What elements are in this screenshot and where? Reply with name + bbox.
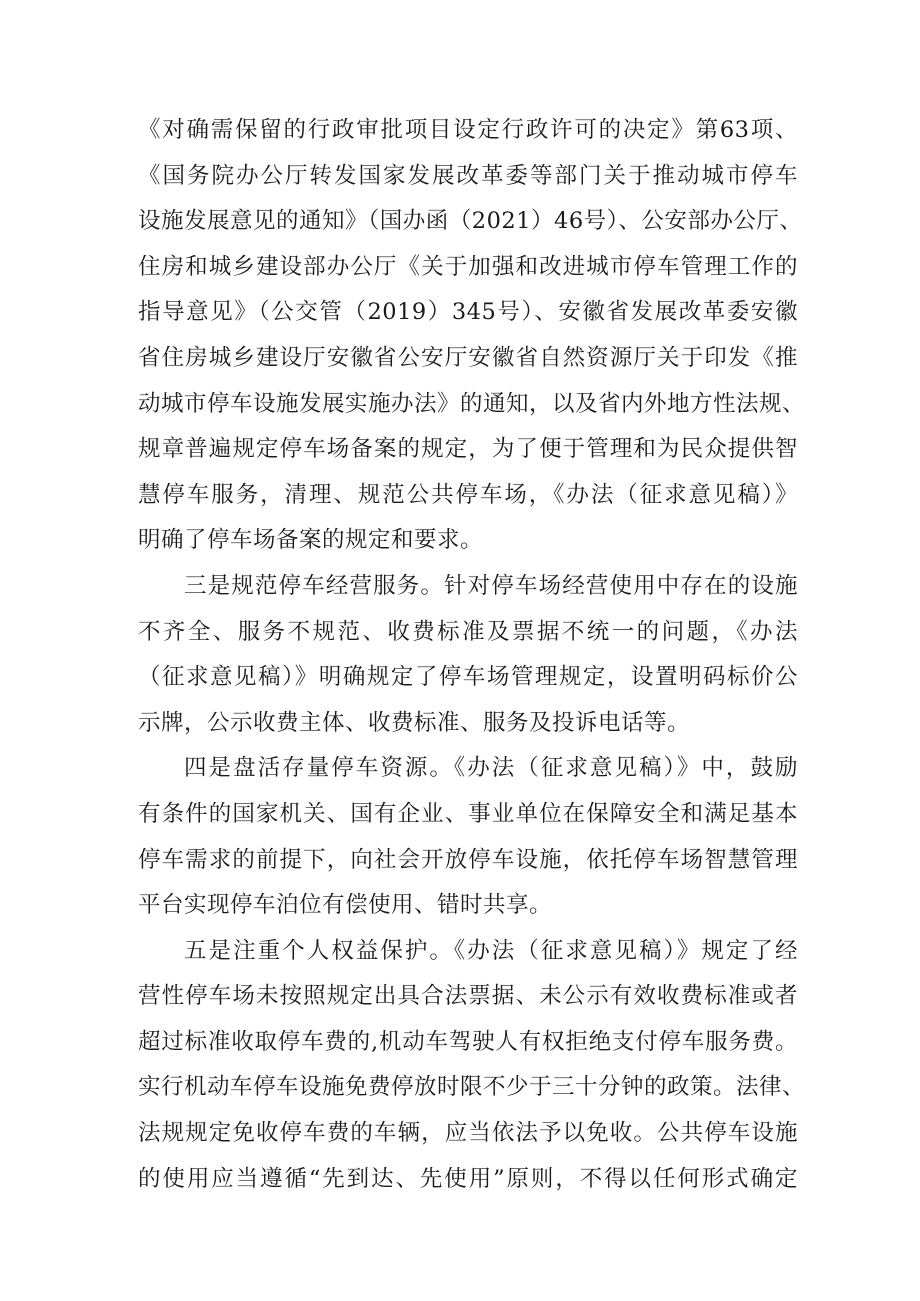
text-line: 规章普遍规定停车场备案的规定，为了便于管理和为民众提供智 [138, 436, 798, 463]
text-line: 五是注重个人权益保护。《办法（征求意见稿）》规定了经 [184, 937, 798, 964]
text-line: （征求意见稿）》明确规定了停车场管理规定，设置明码标价公 [138, 664, 798, 691]
text-line: 指导意见》（公交管（2019）345号）、安徽省发展改革委安徽 [138, 299, 798, 326]
paragraph-point-three [138, 564, 798, 746]
text-line: 停车需求的前提下，向社会开放停车设施，依托停车场智慧管理 [138, 846, 798, 873]
text-line: 法规规定免收停车费的车辆，应当依法予以免收。公共停车设施 [138, 1120, 798, 1147]
text-line: 有条件的国家机关、国有企业、事业单位在保障安全和满足基本 [138, 800, 798, 827]
paragraph-point-five [138, 929, 806, 1203]
text-line: 明确了停车场备案的规定和要求。 [138, 527, 484, 554]
text-line: 住房和城乡建设部办公厅《关于加强和改进城市停车管理工作的 [138, 253, 798, 280]
text-line: 三是规范停车经营服务。针对停车场经营使用中存在的设施 [184, 572, 798, 599]
text-line: 示牌，公示收费主体、收费标准、服务及投诉电话等。 [138, 709, 691, 736]
text-line: 平台实现停车泊位有偿使用、错时共享。 [138, 892, 553, 919]
text-line: 的使用应当遵循“先到达、先使用”原则，不得以任何形式确定 [138, 1165, 798, 1192]
paragraph-intro-continuation [138, 108, 806, 564]
text-line: 省住房城乡建设厅安徽省公安厅安徽省自然资源厅关于印发《推 [138, 344, 798, 371]
text-line: 《国务院办公厅转发国家发展改革委等部门关于推动城市停车 [138, 162, 798, 189]
paragraph-point-four [138, 746, 798, 928]
text-line: 《对确需保留的行政审批项目设定行政许可的决定》第63项、 [138, 117, 798, 143]
text-line: 实行机动车停车设施免费停放时限不少于三十分钟的政策。法律、 [138, 1074, 806, 1101]
text-line: 营性停车场未按照规定出具合法票据、未公示有效收费标准或者 [138, 983, 798, 1010]
text-line: 慧停车服务，清理、规范公共停车场，《办法（征求意见稿）》 [138, 481, 798, 508]
text-line: 动城市停车设施发展实施办法》的通知，以及省内外地方性法规、 [138, 390, 806, 417]
text-line: 四是盘活存量停车资源。《办法（征求意见稿）》中，鼓励 [184, 755, 798, 782]
text-line: 不齐全、服务不规范、收费标准及票据不统一的问题，《办法 [138, 618, 798, 645]
text-line: 超过标准收取停车费的,机动车驾驶人有权拒绝支付停车服务费。 [138, 1028, 798, 1055]
body-text [138, 108, 806, 1202]
text-line: 设施发展意见的通知》（国办函（2021）46号）、公安部办公厅、 [138, 208, 803, 235]
